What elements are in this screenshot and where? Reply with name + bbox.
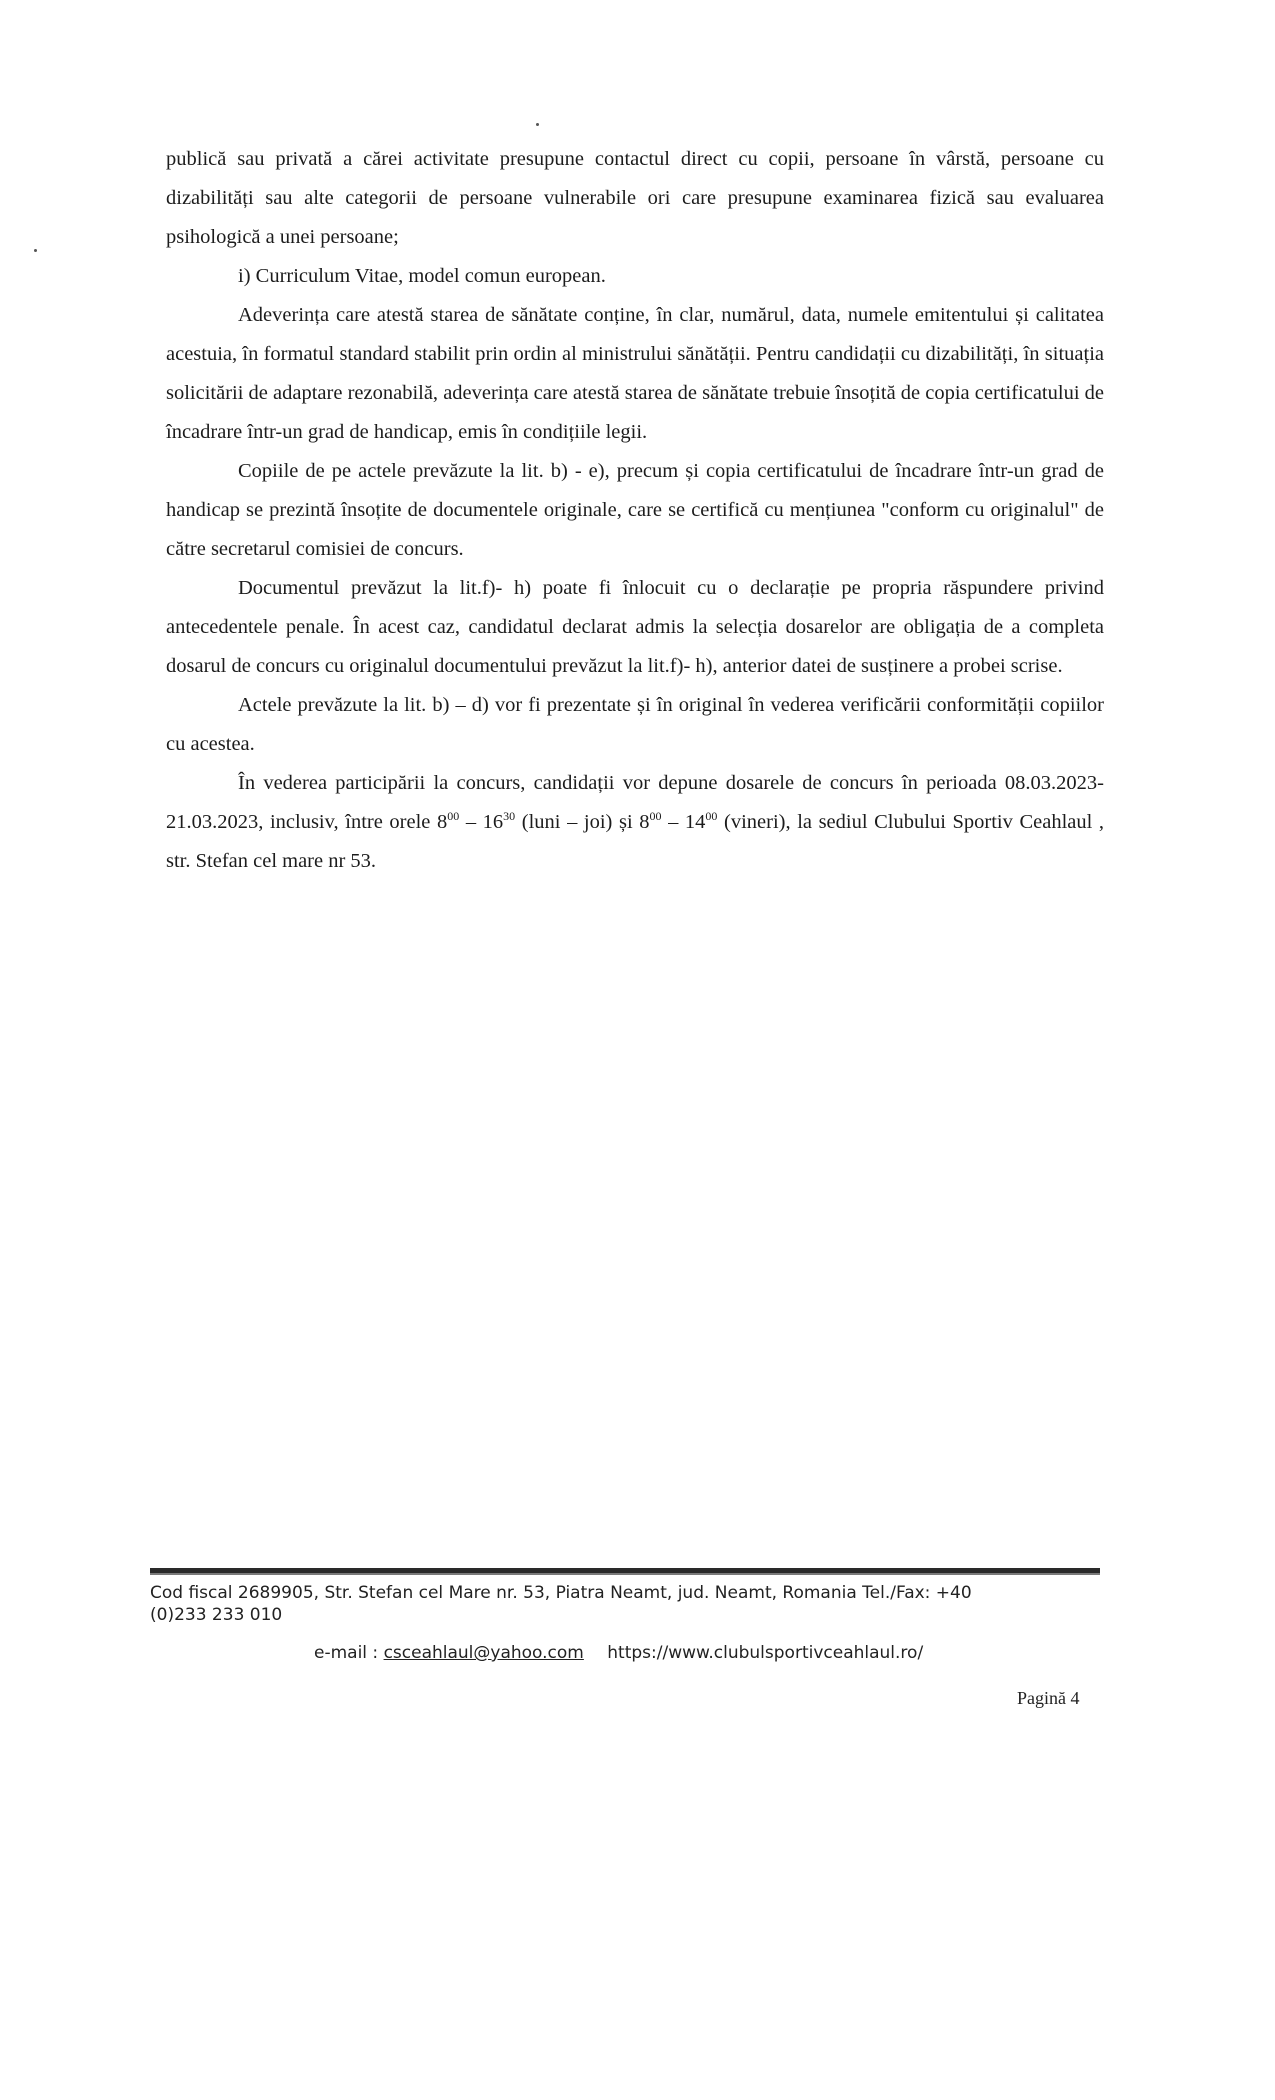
footer-divider bbox=[150, 1568, 1100, 1575]
paragraph-health-certificate: Adeverința care atestă starea de sănătate conține, în clar, numărul, data, numele emitentului și calitatea acestuia, în formatul standard stabilit prin ordin al ministrului sănătății. Pentru candidații cu dizabilități, în situația solicitării de adaptare rezonabilă, adeverința care atestă starea de sănătate trebuie însoțită de copia certificatului de încadrare într-un grad de handicap, emis în condițiile legii. bbox=[166, 304, 1104, 443]
email-link[interactable]: csceahlaul@yahoo.com bbox=[383, 1643, 584, 1663]
page-footer bbox=[150, 1568, 1100, 1664]
footer-contact-line bbox=[150, 1642, 1100, 1664]
scan-speck bbox=[536, 123, 539, 126]
paragraph-criminal-record: Documentul prevăzut la lit.f)- h) poate fi înlocuit cu o declarație pe propria răspundere privind antecedentele penale. În acest caz, candidatul declarat admis la selecția dosarelor are obligația de a completa dosarul de concurs cu originalul documentului prevăzut la lit.f)- h), anterior datei de susținere a probei scrise. bbox=[166, 577, 1104, 677]
page-number: Pagină 4 bbox=[1017, 1688, 1080, 1708]
footer-address-line: Cod fiscal 2689905, Str. Stefan cel Mare nr. 53, Piatra Neamt, jud. Neamt, Romania Tel./Fax: +40 bbox=[150, 1583, 972, 1603]
email-label: e-mail : bbox=[314, 1643, 379, 1663]
document-body bbox=[166, 140, 1104, 881]
paragraph-originals: Actele prevăzute la lit. b) – d) vor fi prezentate și în original în vederea verificării conformității copiilor cu acestea. bbox=[166, 694, 1104, 755]
paragraph-list-item-i: i) Curriculum Vitae, model comun european. bbox=[238, 265, 606, 287]
scan-speck bbox=[34, 249, 37, 252]
paragraph-copies: Copiile de pe actele prevăzute la lit. b) - e), precum și copia certificatului de încadrare într-un grad de handicap se prezintă însoțite de documentele originale, care se certifică cu mențiunea "conform cu originalul" de către secretarul comisiei de concurs. bbox=[166, 460, 1104, 560]
website-link[interactable]: https://www.clubulsportivceahlaul.ro/ bbox=[607, 1643, 924, 1663]
footer-phone-line: (0)233 233 010 bbox=[150, 1605, 283, 1625]
paragraph-list-continuation: publică sau privată a cărei activitate presupune contactul direct cu copii, persoane în vârstă, persoane cu dizabilități sau alte categorii de persoane vulnerabile ori care presupune examinarea fizică sau evaluarea psihologică a unei persoane; bbox=[166, 148, 1104, 248]
paragraph-submission-period: În vederea participării la concurs, candidații vor depune dosarele de concurs în perioada 08.03.2023-21.03.2023, inclusiv, între orele $8^{00} - 16^{30}$ (luni – joi) și $8^{00} - 14^{00}$ (vineri), la sediul Clubului Sportiv Ceahlaul , str. Stefan cel mare nr 53. bbox=[166, 772, 1105, 872]
